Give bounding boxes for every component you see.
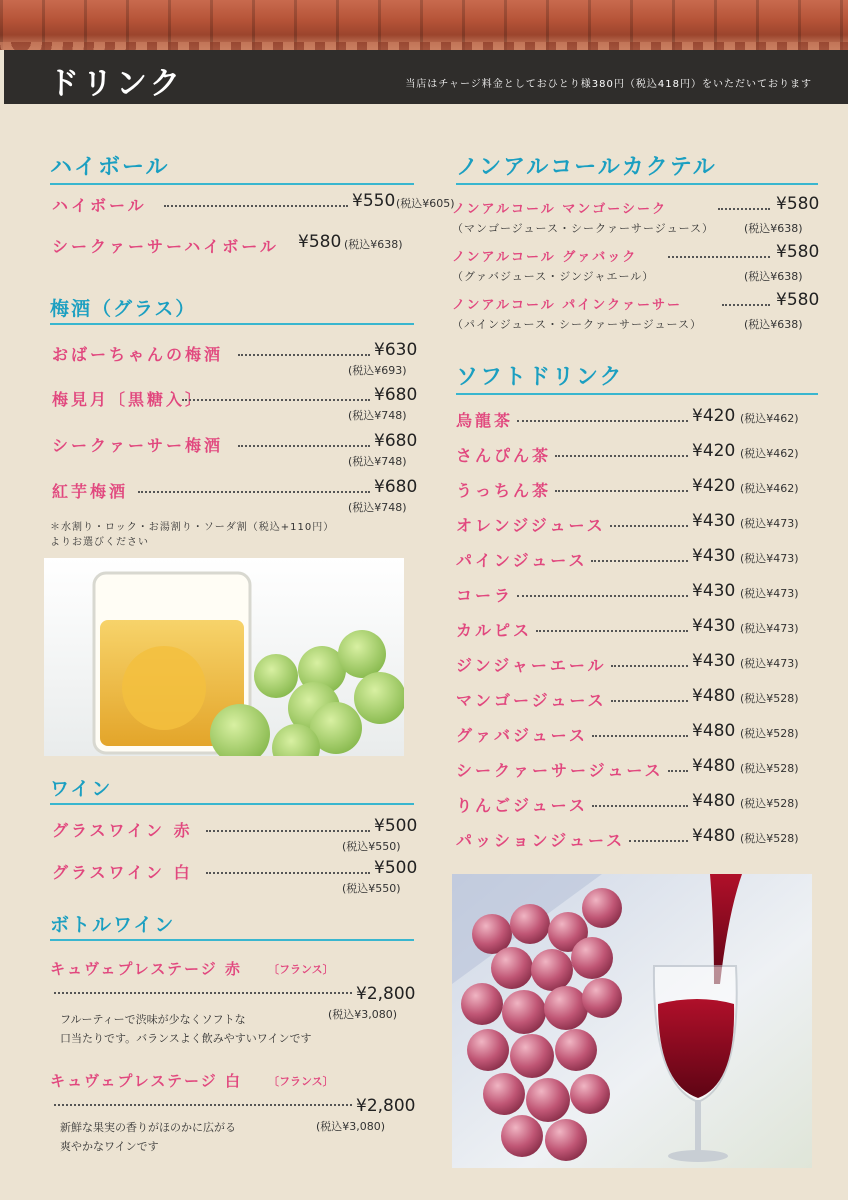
leader-dots — [555, 455, 688, 457]
item-tax: (税込¥550) — [342, 882, 401, 895]
menu-item — [52, 191, 455, 217]
item-name: グラスワイン 白 — [52, 863, 193, 882]
leader-dots — [54, 1104, 352, 1106]
item-tax: (税込¥693) — [348, 364, 407, 377]
item-tax: (税込¥550) — [342, 840, 401, 853]
leader-dots — [718, 208, 770, 210]
page-title: ドリンク — [48, 66, 184, 102]
item-name: うっちん茶 — [456, 481, 552, 500]
leader-dots — [591, 560, 688, 562]
item-price: ¥480 — [692, 721, 736, 741]
item-name: オレンジジュース — [456, 516, 606, 535]
item-price: ¥430 — [692, 581, 736, 601]
menu-item — [452, 194, 820, 235]
menu-item — [456, 688, 818, 712]
leader-dots — [182, 399, 370, 401]
menu-item — [50, 1070, 416, 1094]
item-tax: (税込¥528) — [740, 832, 799, 845]
item-price: ¥480 — [692, 686, 736, 706]
item-ingredients: （マンゴージュース・シークァーサージュース） — [452, 222, 715, 235]
item-name: キュヴェプレステージ 赤 — [50, 960, 242, 978]
item-name: 紅芋梅酒 — [52, 482, 129, 501]
leader-dots — [668, 770, 688, 772]
item-price: ¥420 — [692, 441, 736, 461]
leader-dots — [138, 491, 370, 493]
item-tax: (税込¥748) — [348, 455, 407, 468]
item-name: ジンジャーエール — [456, 656, 607, 675]
item-name: ノンアルコール マンゴーシーク — [452, 202, 667, 217]
item-description: 新鮮な果実の香りがほのかに広がる 爽やかなワインです — [60, 1121, 236, 1153]
header-bar — [4, 50, 848, 104]
item-price: ¥480 — [692, 791, 736, 811]
leader-dots — [668, 256, 770, 258]
item-name: カルピス — [456, 621, 533, 640]
item-price: ¥500 — [374, 858, 418, 878]
roof-tiles-banner — [0, 0, 848, 50]
item-tax: (税込¥462) — [740, 412, 799, 425]
item-price: ¥2,800 — [356, 984, 416, 1004]
item-price: ¥430 — [692, 651, 736, 671]
menu-item — [52, 858, 418, 895]
item-name: ハイボール — [52, 196, 147, 215]
wine-grape-photo — [452, 874, 812, 1168]
item-price: ¥550 — [352, 191, 396, 211]
menu-item — [456, 758, 818, 782]
item-price: ¥420 — [692, 476, 736, 496]
item-origin: 〔フランス〕 — [268, 963, 334, 976]
leader-dots — [592, 805, 688, 807]
item-price: ¥2,800 — [356, 1096, 416, 1116]
item-description: フルーティーで渋味が少なくソフトな 口当たりです。バランスよく飲みやすいワインです — [60, 1013, 312, 1045]
item-tax: (税込¥748) — [348, 409, 407, 422]
item-name: 梅見月〔黒糖入〕 — [52, 390, 205, 409]
item-tax: (税込¥528) — [740, 692, 799, 705]
item-tax: (税込¥638) — [344, 238, 403, 251]
item-name: シークァーサージュース — [456, 761, 664, 780]
section-title-umeshu: 梅酒（グラス） — [50, 294, 414, 325]
item-tax: (税込¥473) — [740, 587, 799, 600]
item-tax: (税込¥638) — [744, 318, 803, 331]
charge-note: 当店はチャージ料金としておひとり様380円（税込418円）をいただいております — [405, 79, 812, 90]
menu-item — [452, 242, 820, 283]
item-name: ノンアルコール グァバック — [452, 250, 638, 265]
menu-item — [50, 958, 416, 982]
price-row — [50, 984, 416, 1021]
item-origin: 〔フランス〕 — [268, 1075, 334, 1088]
leader-dots — [517, 595, 688, 597]
item-tax: (税込¥462) — [740, 447, 799, 460]
menu-item — [456, 793, 818, 817]
item-tax: (税込¥528) — [740, 727, 799, 740]
item-name: キュヴェプレステージ 白 — [50, 1072, 242, 1090]
menu-item — [456, 653, 818, 677]
item-name: グラスワイン 赤 — [52, 821, 193, 840]
item-price: ¥430 — [692, 546, 736, 566]
item-tax: (税込¥473) — [740, 622, 799, 635]
leader-dots — [592, 735, 688, 737]
leader-dots — [238, 354, 370, 356]
leader-dots — [206, 872, 370, 874]
item-ingredients: （グァバジュース・ジンジャエール） — [452, 270, 655, 283]
section-title-highball: ハイボール — [50, 150, 414, 185]
menu-item — [456, 478, 818, 502]
section-title-soft-drinks: ソフトドリンク — [456, 360, 818, 395]
menu-item — [52, 431, 418, 468]
item-price: ¥500 — [374, 816, 418, 836]
item-name: マンゴージュース — [456, 691, 607, 710]
menu-item — [456, 828, 818, 852]
item-tax: (税込¥528) — [740, 797, 799, 810]
menu-item — [456, 618, 818, 642]
section-title-nonalcohol: ノンアルコールカクテル — [456, 150, 818, 185]
item-price: ¥680 — [374, 477, 418, 497]
menu-item — [452, 290, 820, 331]
leader-dots — [238, 445, 370, 447]
leader-dots — [629, 840, 688, 842]
item-name: コーラ — [456, 586, 514, 605]
leader-dots — [722, 304, 770, 306]
leader-dots — [517, 420, 688, 422]
item-price: ¥680 — [374, 385, 418, 405]
item-tax: (税込¥473) — [740, 517, 799, 530]
item-price: ¥480 — [692, 756, 736, 776]
item-name: グァバジュース — [456, 726, 588, 745]
section-title-wine: ワイン — [50, 774, 414, 805]
item-ingredients: （パインジュース・シークァーサージュース） — [452, 318, 702, 331]
item-price: ¥480 — [692, 826, 736, 846]
menu-item — [52, 816, 418, 853]
item-name: おばーちゃんの梅酒 — [52, 345, 224, 364]
item-name: 烏龍茶 — [456, 411, 514, 430]
leader-dots — [610, 525, 688, 527]
item-tax: (税込¥462) — [740, 482, 799, 495]
item-price: ¥430 — [692, 511, 736, 531]
item-price: ¥630 — [374, 340, 418, 360]
menu-item — [456, 548, 818, 572]
menu-item — [456, 513, 818, 537]
item-tax: (税込¥605) — [396, 197, 455, 210]
item-tax: (税込¥638) — [744, 270, 803, 283]
item-price: ¥580 — [776, 290, 820, 310]
item-price: ¥580 — [776, 194, 820, 214]
umeshu-note: ＊水割り・ロック・お湯割り・ソーダ割（税込+110円） よりお選びください — [50, 522, 335, 548]
leader-dots — [164, 205, 348, 207]
item-name: ノンアルコール パインクァーサー — [452, 298, 682, 313]
menu-item — [52, 234, 412, 258]
item-price: ¥680 — [374, 431, 418, 451]
leader-dots — [536, 630, 688, 632]
menu-item — [456, 443, 818, 467]
item-tax: (税込¥638) — [744, 222, 803, 235]
menu-item — [52, 385, 418, 422]
item-tax: (税込¥748) — [348, 501, 407, 514]
item-name: さんぴん茶 — [456, 446, 552, 465]
item-name: パインジュース — [456, 551, 588, 570]
menu-item — [456, 583, 818, 607]
item-name: りんごジュース — [456, 796, 588, 815]
item-name: シークァーサーハイボール — [52, 237, 279, 256]
menu-item — [52, 340, 418, 377]
leader-dots — [611, 700, 688, 702]
section-title-bottle-wine: ボトルワイン — [50, 910, 414, 941]
menu-item — [52, 477, 418, 514]
leader-dots — [206, 830, 370, 832]
umeshu-photo — [44, 558, 404, 756]
leader-dots — [54, 992, 352, 994]
menu-item — [456, 408, 818, 432]
item-price: ¥580 — [298, 232, 342, 252]
item-tax: (税込¥3,080) — [328, 1008, 398, 1021]
item-name: シークァーサー梅酒 — [52, 436, 224, 455]
item-price: ¥420 — [692, 406, 736, 426]
item-tax: (税込¥473) — [740, 552, 799, 565]
leader-dots — [611, 665, 688, 667]
item-price: ¥580 — [776, 242, 820, 262]
item-tax: (税込¥528) — [740, 762, 799, 775]
item-price: ¥430 — [692, 616, 736, 636]
item-tax: (税込¥3,080) — [316, 1120, 386, 1133]
menu-item — [456, 723, 818, 747]
leader-dots — [555, 490, 688, 492]
item-tax: (税込¥473) — [740, 657, 799, 670]
item-name: パッションジュース — [456, 831, 626, 850]
